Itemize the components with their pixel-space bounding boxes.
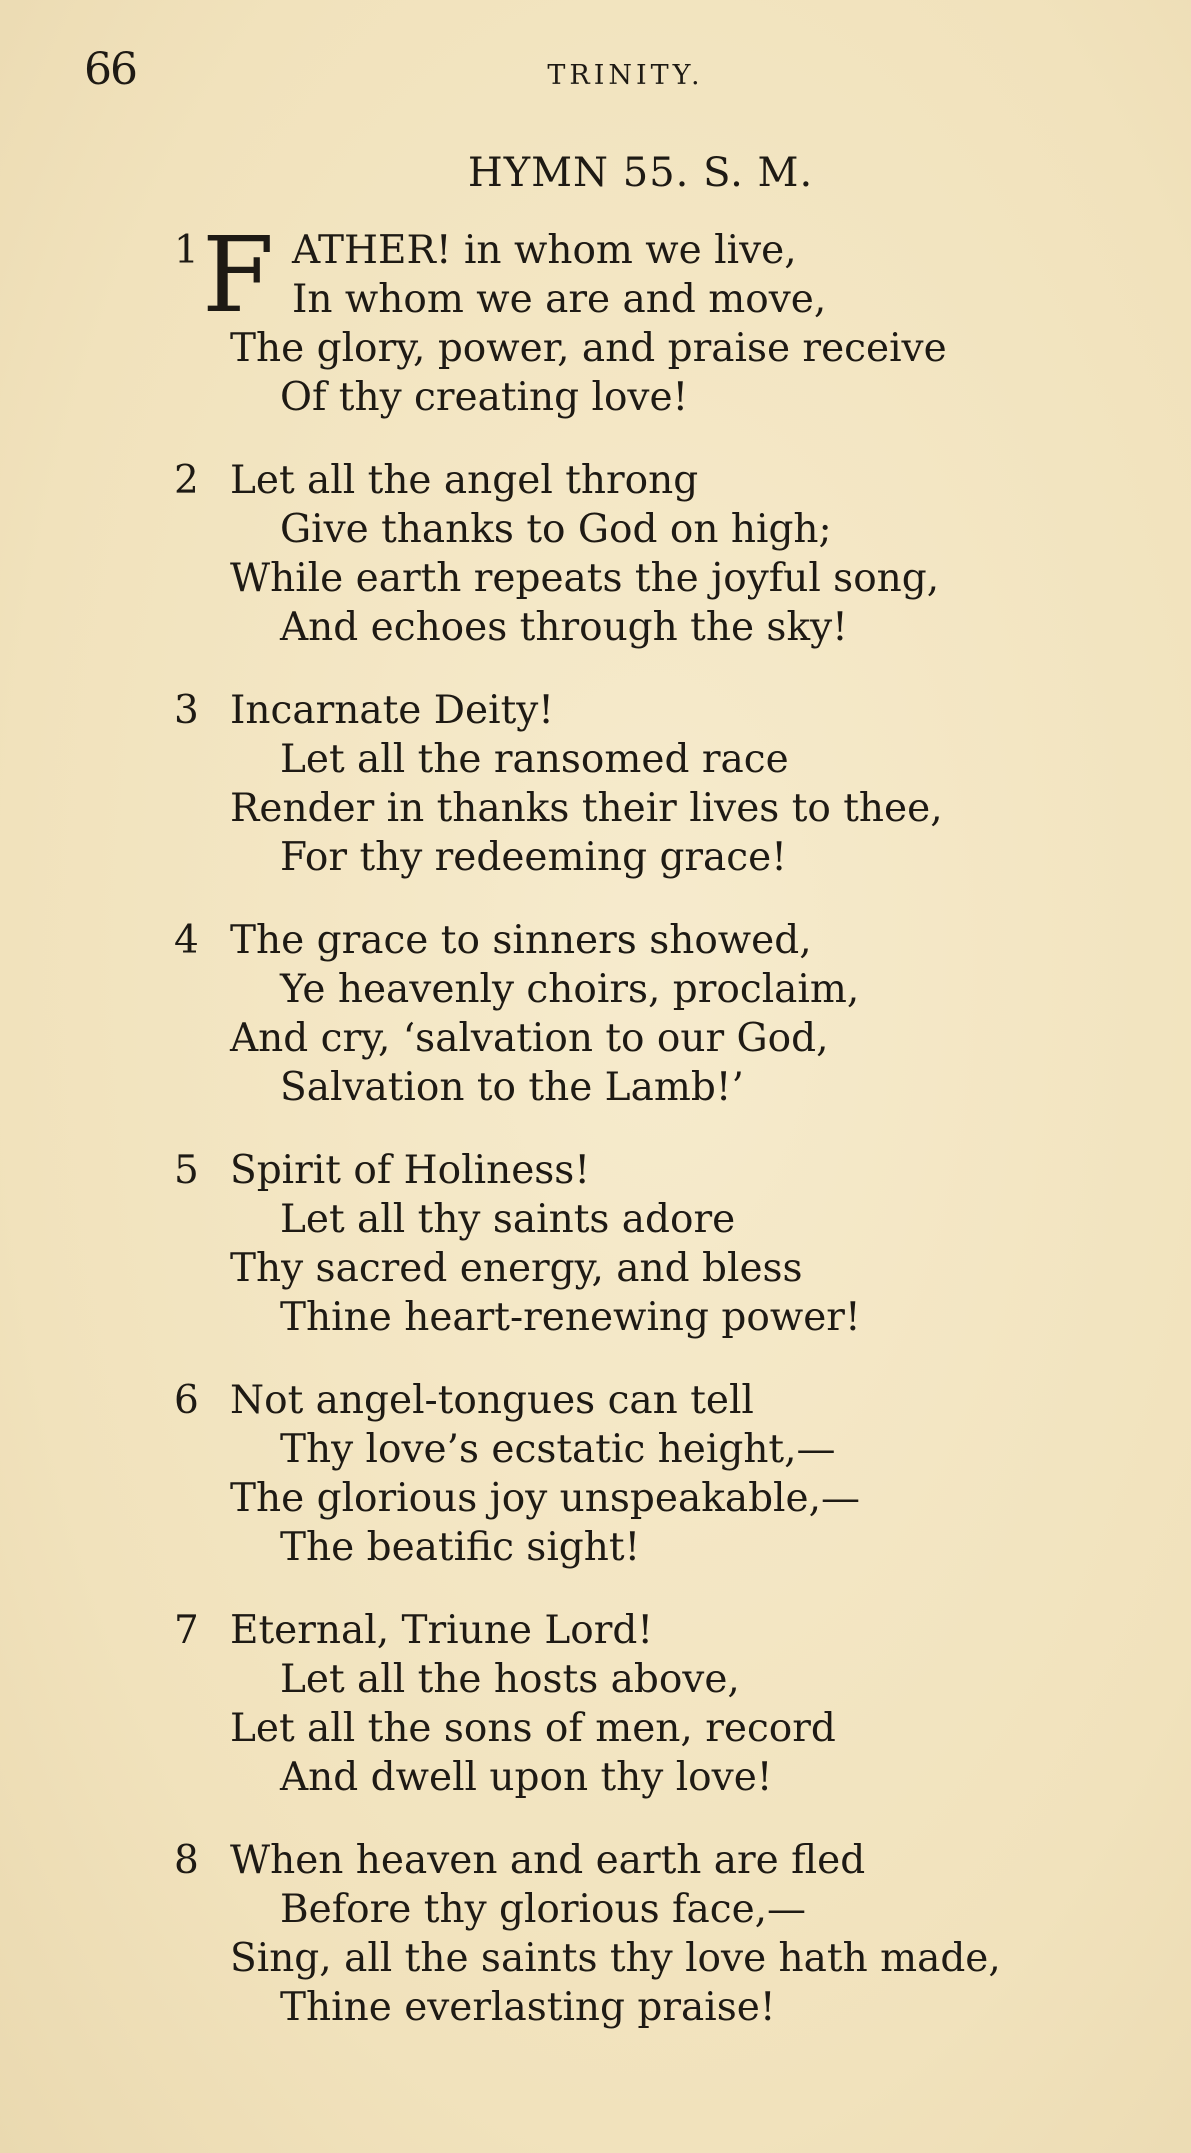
verse-line: Spirit of Holiness! [230, 1148, 590, 1193]
verse-line: The glory, power, and praise receive [230, 326, 947, 371]
verse-line: When heaven and earth are fled [230, 1838, 866, 1883]
verse-line: Let all the angel throng [230, 458, 699, 503]
verse-line: Sing, all the saints thy love hath made, [230, 1936, 1001, 1981]
stanza-number: 3 [174, 688, 199, 733]
verse-line: Render in thanks their lives to thee, [230, 786, 943, 831]
verse-line: Incarnate Deity! [230, 688, 554, 733]
page-number: 66 [84, 44, 136, 95]
verse-line: Salvation to the Lamb!’ [280, 1065, 744, 1110]
verse-line: While earth repeats the joyful song, [230, 556, 940, 601]
verse-line: Let all the hosts above, [280, 1657, 740, 1702]
verse-line: Of thy creating love! [280, 375, 689, 420]
verse-line: Thine everlasting praise! [280, 1985, 776, 2030]
verse-line: In whom we are and move, [292, 277, 827, 322]
verse-line: Give thanks to God on high; [280, 507, 832, 552]
verse-line: Thy love’s ecstatic height,— [280, 1427, 836, 1472]
hymn-title: HYMN 55. S. M. [467, 150, 814, 196]
stanza-3 [174, 686, 1160, 882]
stanza-number: 6 [174, 1378, 199, 1423]
verse-line: And cry, ‘salvation to our God, [230, 1016, 829, 1061]
stanza-number: 5 [174, 1148, 199, 1193]
stanza-6 [174, 1376, 1160, 1572]
verse-line: For thy redeeming grace! [280, 835, 787, 880]
verse-line: The beatific sight! [280, 1525, 641, 1570]
stanza-5 [174, 1146, 1160, 1342]
verse-line: Ye heavenly choirs, proclaim, [280, 967, 860, 1012]
stanza-1 [174, 214, 1160, 422]
verse-line: Let all the ransomed race [280, 737, 789, 782]
verse-line: ATHER! in whom we live, [292, 228, 797, 273]
verse-line: Eternal, Triune Lord! [230, 1608, 654, 1653]
verse-line: Let all thy saints adore [280, 1197, 736, 1242]
verse-line: The glorious joy unspeakable,— [230, 1476, 860, 1521]
drop-cap: F [202, 214, 275, 336]
stanza-number: 7 [174, 1608, 199, 1653]
verse-line: Let all the sons of men, record [230, 1706, 836, 1751]
stanza-number: 2 [174, 458, 199, 503]
hymn-stanzas [174, 214, 1160, 2066]
stanza-4 [174, 916, 1160, 1112]
verse-line: The grace to sinners showed, [230, 918, 812, 963]
verse-line: And dwell upon thy love! [280, 1755, 773, 1800]
stanza-number: 4 [174, 918, 199, 963]
verse-line: Before thy glorious face,— [280, 1887, 807, 1932]
verse-line: Thine heart-renewing power! [280, 1295, 861, 1340]
verse-line: Thy sacred energy, and bless [230, 1246, 803, 1291]
verse-line: Not angel-tongues can tell [230, 1378, 754, 1423]
verse-line: And echoes through the sky! [280, 605, 848, 650]
stanza-2 [174, 456, 1160, 652]
stanza-8 [174, 1836, 1160, 2032]
stanza-number: 1 [174, 228, 199, 273]
running-title: TRINITY. [547, 60, 704, 91]
stanza-number: 8 [174, 1838, 199, 1883]
stanza-7 [174, 1606, 1160, 1802]
